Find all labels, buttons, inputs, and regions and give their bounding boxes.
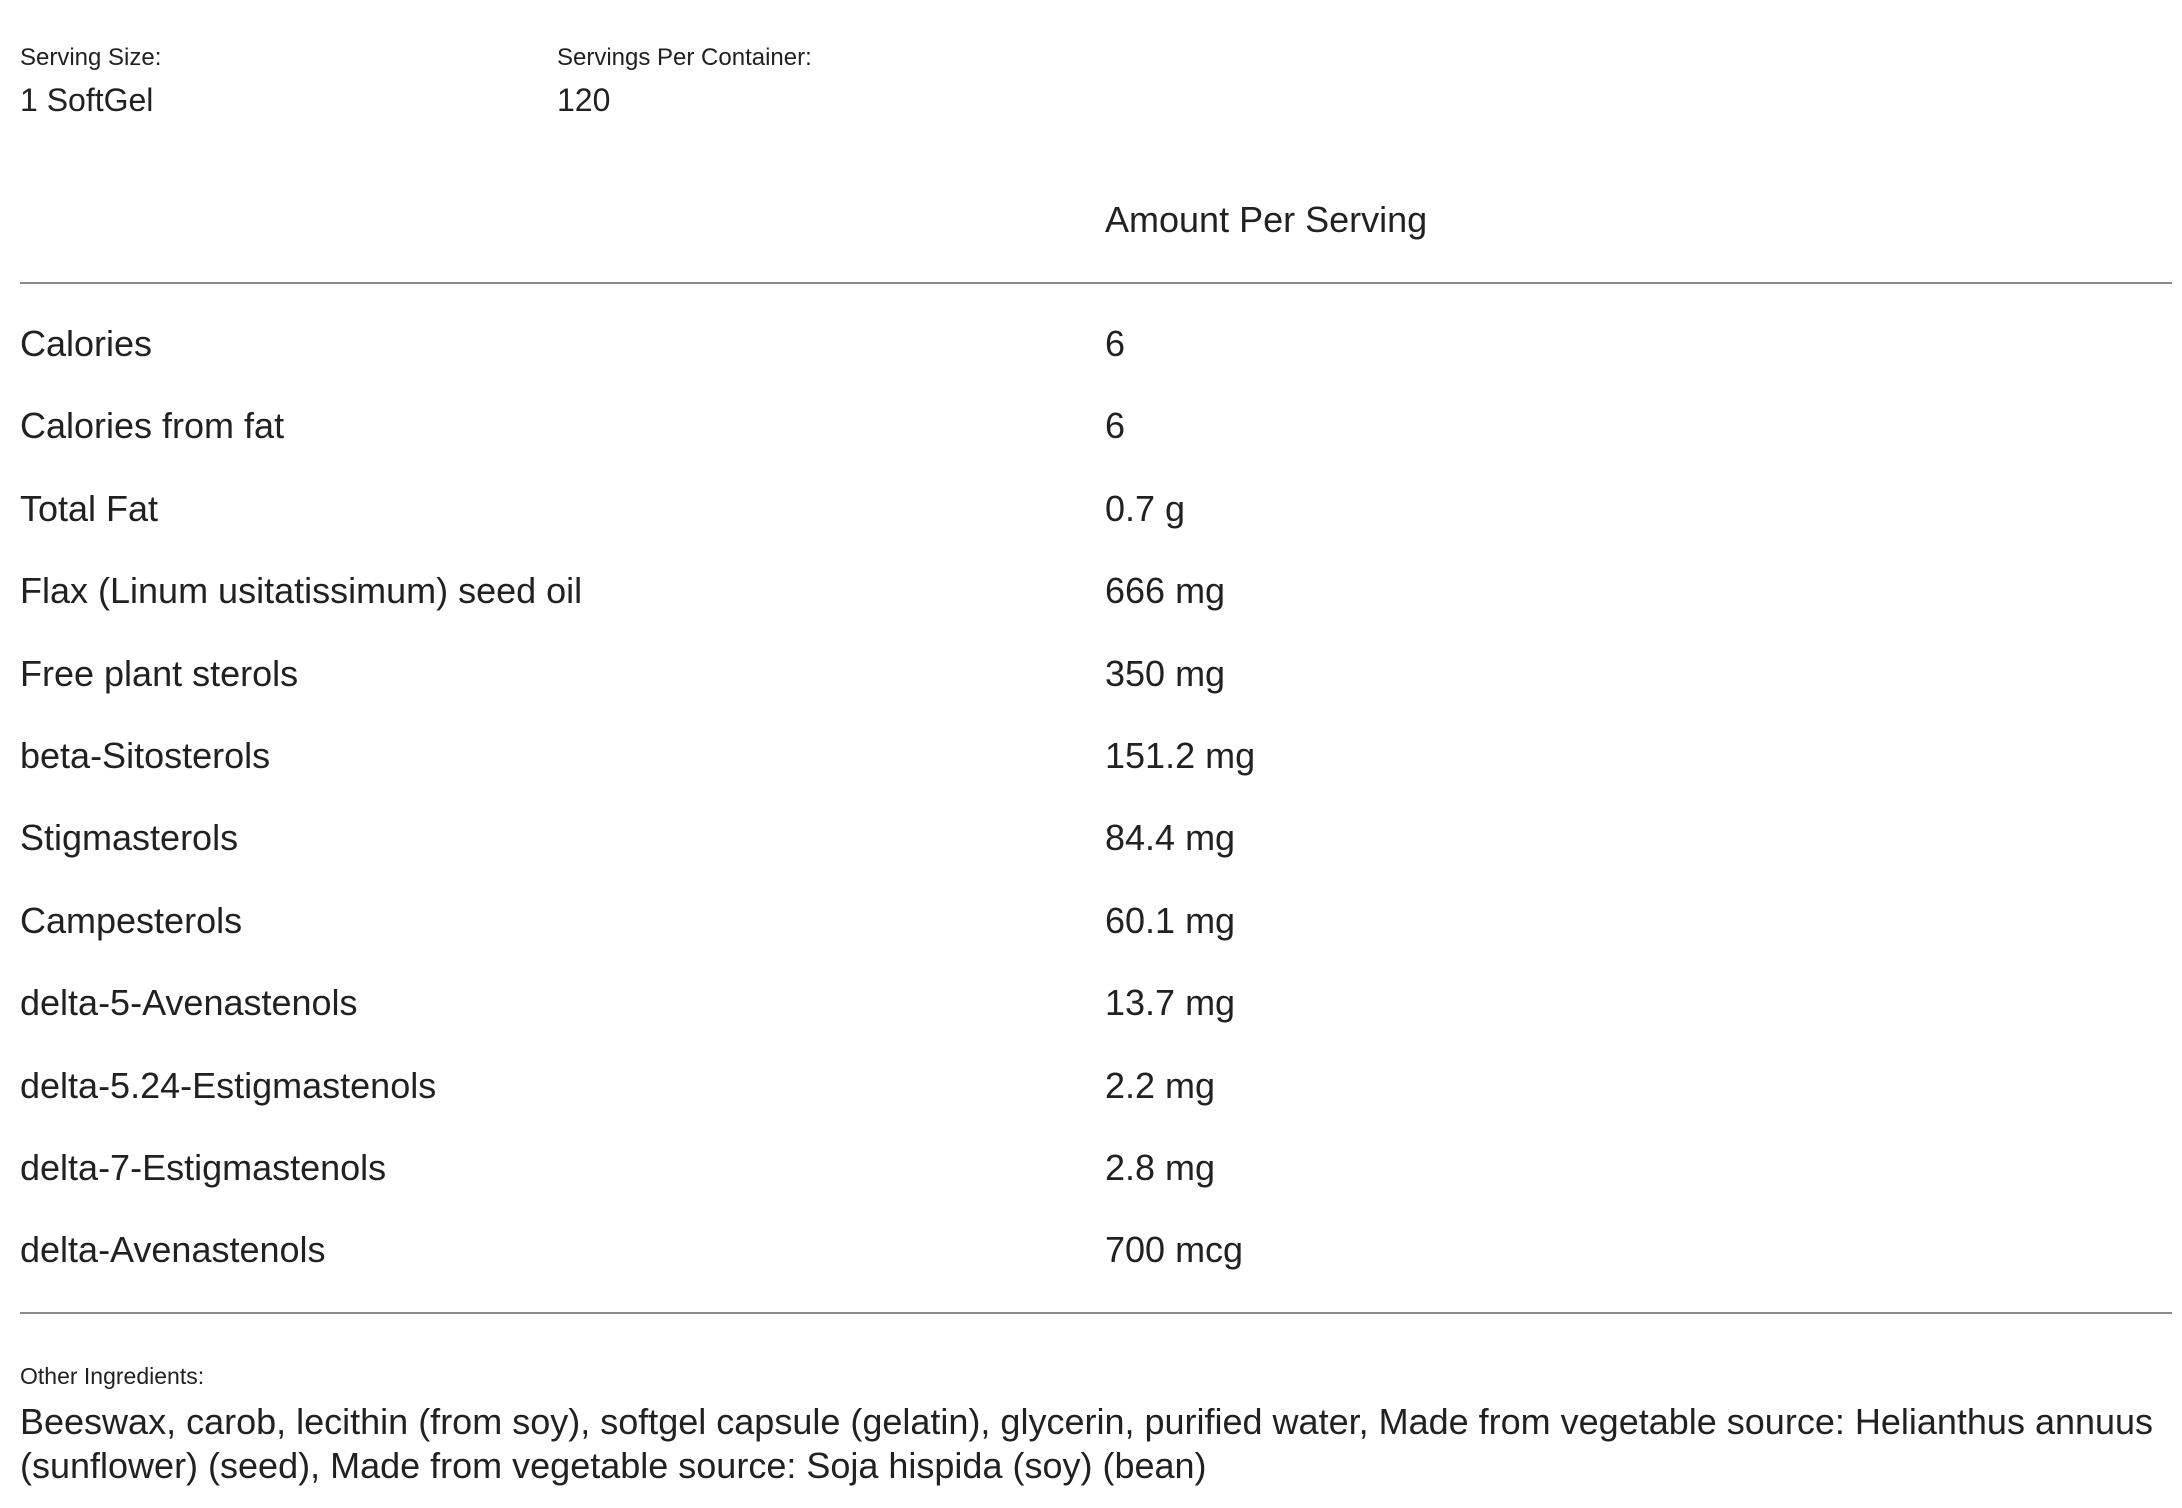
other-ingredients-label: Other Ingredients:: [20, 1363, 205, 1389]
nutrient-amount: 60.1 mg: [1105, 899, 1236, 941]
nutrient-name: Calories from fat: [20, 405, 285, 447]
other-ingredients: [20, 1360, 2172, 1488]
table-row: [20, 889, 2172, 971]
nutrient-name: Flax (Linum usitatissimum) seed oil: [20, 570, 583, 612]
nutrient-amount: 700 mcg: [1105, 1229, 1244, 1271]
serving-size-value: 1 SoftGel: [20, 82, 154, 118]
serving-size: [20, 42, 161, 122]
nutrient-table: [20, 312, 2172, 1301]
table-row: [20, 642, 2172, 724]
table-bottom-divider: [20, 1312, 2172, 1314]
table-row: [20, 724, 2172, 806]
nutrient-name: delta-5-Avenastenols: [20, 982, 358, 1024]
amount-per-serving-header: Amount Per Serving: [1105, 199, 1428, 240]
nutrient-amount: 6: [1105, 323, 1126, 364]
table-top-divider: [20, 282, 2172, 284]
servings-per-container-value: 120: [557, 82, 611, 118]
table-row: [20, 1054, 2172, 1136]
table-row: [20, 312, 2172, 394]
nutrient-amount: 151.2 mg: [1105, 734, 1256, 776]
table-row: [20, 1218, 2172, 1300]
table-row: [20, 971, 2172, 1053]
servings-per-container-label: Servings Per Container:: [557, 44, 812, 71]
serving-size-label: Serving Size:: [20, 44, 162, 71]
nutrient-name: Total Fat: [20, 487, 159, 529]
nutrient-amount: 350 mg: [1105, 652, 1226, 694]
nutrient-name: delta-5.24-Estigmastenols: [20, 1064, 437, 1106]
nutrient-amount: 13.7 mg: [1105, 982, 1236, 1024]
nutrient-amount: 0.7 g: [1105, 487, 1186, 529]
nutrient-name: Campesterols: [20, 899, 243, 941]
table-row: [20, 806, 2172, 888]
nutrient-name: beta-Sitosterols: [20, 734, 271, 776]
nutrient-amount: 6: [1105, 405, 1126, 447]
servings-per-container: [557, 42, 812, 122]
table-row: [20, 559, 2172, 641]
nutrient-amount: 2.8 mg: [1105, 1146, 1216, 1188]
nutrient-name: delta-7-Estigmastenols: [20, 1146, 387, 1188]
nutrient-name: Calories: [20, 323, 153, 364]
table-row: [20, 1136, 2172, 1218]
nutrient-name: Free plant sterols: [20, 652, 299, 694]
table-row: [20, 394, 2172, 476]
nutrient-amount: 666 mg: [1105, 570, 1226, 612]
table-row: [20, 477, 2172, 559]
nutrient-name: Stigmasterols: [20, 817, 239, 859]
nutrient-name: delta-Avenastenols: [20, 1229, 326, 1271]
other-ingredients-text: Beeswax, carob, lecithin (from soy), softgel capsule (gelatin), glycerin, purified water, Made from vegetable source: Helianthus annuus (sunflower) (seed), Made from vegetable source: Soja hispida (soy) (bean): [20, 1401, 2154, 1486]
nutrient-amount: 84.4 mg: [1105, 817, 1236, 859]
nutrient-amount: 2.2 mg: [1105, 1064, 1216, 1106]
